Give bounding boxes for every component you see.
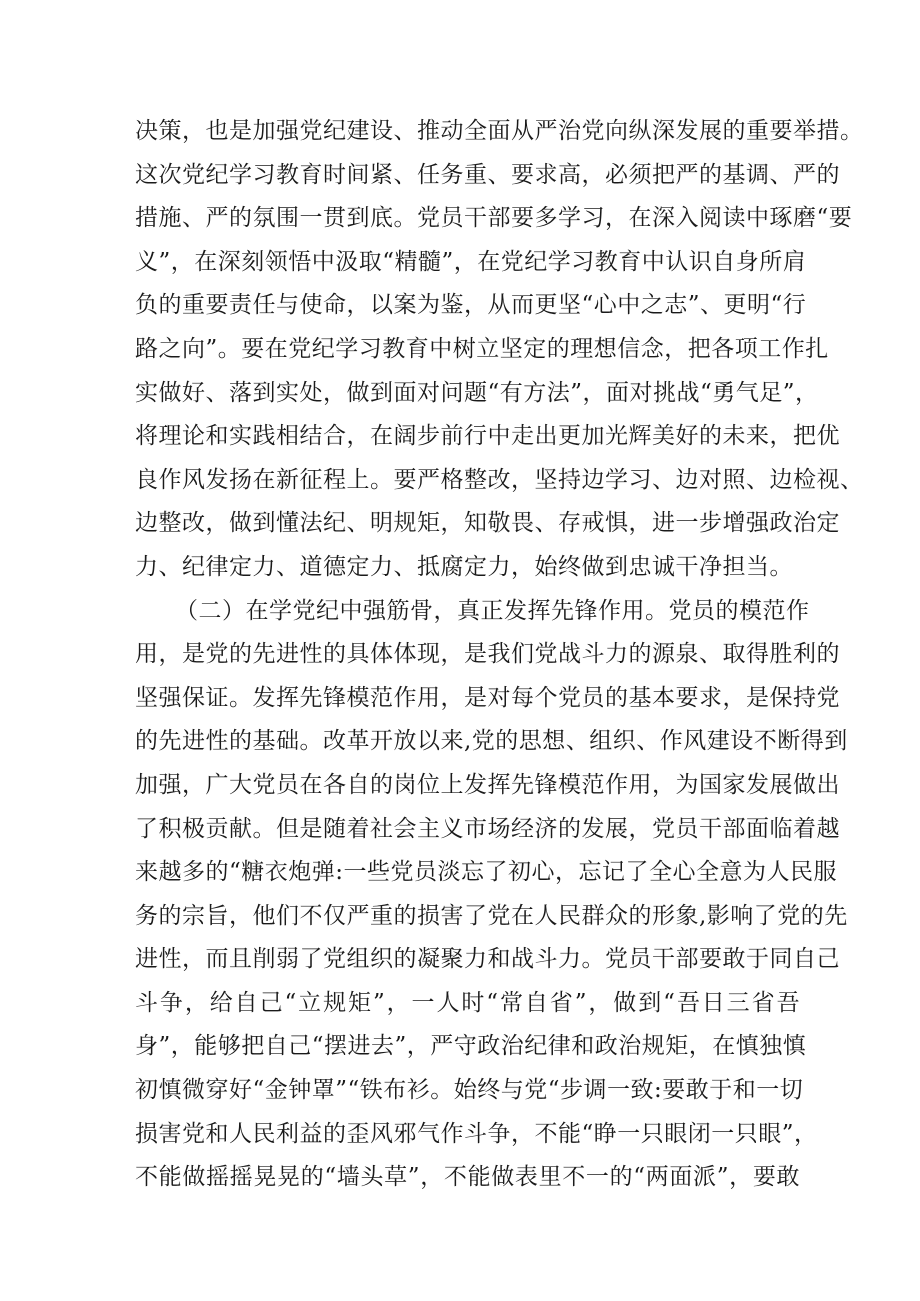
text-line: 进性，而且削弱了党组织的凝聚力和战斗力。党员干部要敢于同自己 <box>135 946 840 973</box>
text-line: 来越多的“糖衣炮弹:一些党员淡忘了初心，忘记了全心全意为人民服 <box>135 859 838 886</box>
text-line: 负的重要责任与使命，以案为鉴，从而更坚“心中之志”、更明“行 <box>135 292 807 319</box>
text-line: 决策，也是加强党纪建设、推动全面从严治党向纵深发展的重要举措。 <box>135 118 864 144</box>
section-heading-line: （二）在学党纪中强筋骨，真正发挥先锋作用。党员的模范作 <box>175 597 810 624</box>
text-line: 加强，广大党员在各自的岗位上发挥先锋模范作用，为国家发展做出 <box>135 771 840 798</box>
text-line: 的先进性的基础。改革开放以来,党的思想、组织、作风建设不断得到 <box>135 728 848 755</box>
text-line: 用，是党的先进性的具体体现，是我们党战斗力的源泉、取得胜利的 <box>135 641 840 668</box>
body-text <box>135 110 864 1200</box>
text-line: 将理论和实践相结合，在阔步前行中走出更加光辉美好的未来，把优 <box>135 423 840 450</box>
text-line: 路之向”。要在党纪学习教育中树立坚定的理想信念，把各项工作扎 <box>135 335 829 362</box>
text-line: 边整改，做到懂法纪、明规矩，知敬畏、存戒惧，进一步增强政治定 <box>135 510 840 537</box>
text-line: 义”，在深刻领悟中汲取“精髓”，在党纪学习教育中认识自身所肩 <box>135 248 807 275</box>
text-line: 这次党纪学习教育时间紧、任务重、要求高，必须把严的基调、严的 <box>135 161 840 188</box>
text-line: 良作风发扬在新征程上。要严格整改，坚持边学习、边对照、边检视、 <box>135 466 864 493</box>
text-line: 措施、严的氛围一贯到底。党员干部要多学习，在深入阅读中琢磨“要 <box>135 205 853 232</box>
text-line: 不能做摇摇晃晃的“墙头草”，不能做表里不一的“两面派”，要敢 <box>135 1164 800 1191</box>
text-line: 力、纪律定力、道德定力、抵腐定力，始终做到忠诚干净担当。 <box>135 553 793 580</box>
text-line: 损害党和人民利益的歪风邪气作斗争，不能“睁一只眼闭一只眼”， <box>135 1120 818 1147</box>
text-line: 初慎微穿好“金钟罩”“铁布衫。始终与党“步调一致:要敢于和一切 <box>135 1077 804 1104</box>
text-line: 斗争，给自己“立规矩”，一人时“常自省”，做到“吾日三省吾 <box>135 989 800 1016</box>
text-line: 坚强保证。发挥先锋模范作用，是对每个党员的基本要求，是保持党 <box>135 684 840 711</box>
text-line: 身”，能够把自己“摆进去”，严守政治纪律和政治规矩，在慎独慎 <box>135 1033 807 1060</box>
text-line: 务的宗旨，他们不仅严重的损害了党在人民群众的形象,影响了党的先 <box>135 902 848 929</box>
text-line: 了积极贡献。但是随着社会主义市场经济的发展，党员干部面临着越 <box>135 815 840 842</box>
text-line: 实做好、落到实处，做到面对问题“有方法”，面对挑战“勇气足”， <box>135 379 819 406</box>
